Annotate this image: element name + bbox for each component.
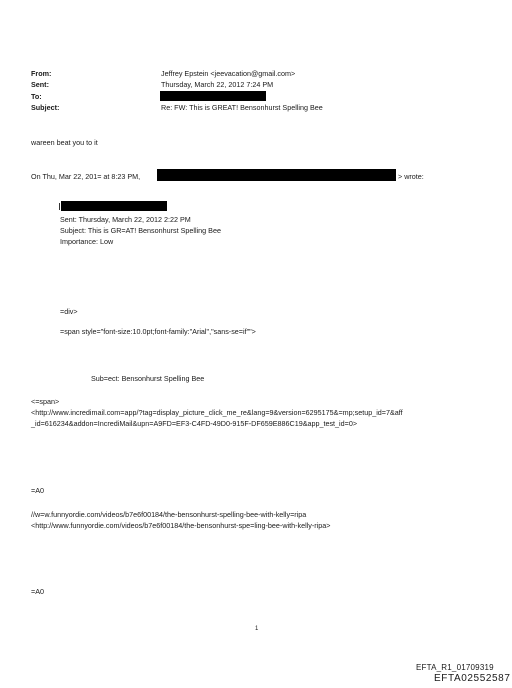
quote-prefix: On Thu, Mar 22, 201= at 8:23 PM, bbox=[31, 172, 141, 181]
funnyordie-url-1: //w=w.funnyordie.com/videos/b7e6f00184/the-bensonhurst-spelling-bee-with-kelly=ripa bbox=[31, 510, 307, 519]
forward-importance: Importance: Low bbox=[60, 237, 114, 246]
to-label: To: bbox=[31, 92, 42, 101]
quote-suffix: > wrote: bbox=[398, 172, 424, 181]
span-style: =span style="font-size:10.0pt;font-family:"Arial","sans-se=if""> bbox=[60, 327, 256, 336]
subject-label: Subject: bbox=[31, 103, 60, 112]
sent-label: Sent: bbox=[31, 80, 49, 89]
forward-from-redaction bbox=[61, 201, 167, 211]
page-number: 1 bbox=[255, 626, 259, 632]
incredimail-url-2: _id=616234&addon=IncrediMail&upn=A9FD=EF3-C4FD-49D0-915F-DF659E886C19&app_test_id=0> bbox=[31, 419, 358, 428]
incredimail-url-1: <http://www.incredimail.com=app/?tag=display_picture_click_me_re&lang=9&version=6295175&=mp;setup_id=7&aff bbox=[31, 408, 403, 417]
reply-text: wareen beat you to it bbox=[31, 138, 98, 147]
funnyordie-url-2: <http://www.funnyordie.com/videos/b7e6f00184/the-bensonhurst-spe=ling-bee-with-kelly-ripa> bbox=[31, 521, 331, 530]
a0-first: =A0 bbox=[31, 486, 44, 495]
forward-subject: Subject: This is GR=AT! Bensonhurst Spelling Bee bbox=[60, 226, 221, 235]
to-redaction bbox=[160, 91, 266, 101]
span-close: <=span> bbox=[31, 397, 60, 406]
forward-sent: Sent: Thursday, March 22, 2012 2:22 PM bbox=[60, 215, 191, 224]
sender-redaction bbox=[157, 169, 396, 181]
div-tag: =div> bbox=[60, 307, 78, 316]
subject-value: Re: FW: This is GREAT! Bensonhurst Spelling Bee bbox=[161, 103, 323, 112]
sent-value: Thursday, March 22, 2012 7:24 PM bbox=[161, 80, 274, 89]
from-value: Jeffrey Epstein <jeevacation@gmail.com> bbox=[161, 69, 296, 78]
bates-large: EFTA02552587 bbox=[434, 673, 511, 684]
a0-second: =A0 bbox=[31, 587, 44, 596]
bates-small: EFTA_R1_01709319 bbox=[416, 663, 494, 672]
sub-ect-line: Sub=ect: Bensonhurst Spelling Bee bbox=[91, 374, 205, 383]
stray-mark bbox=[59, 203, 60, 210]
from-label: From: bbox=[31, 69, 52, 78]
